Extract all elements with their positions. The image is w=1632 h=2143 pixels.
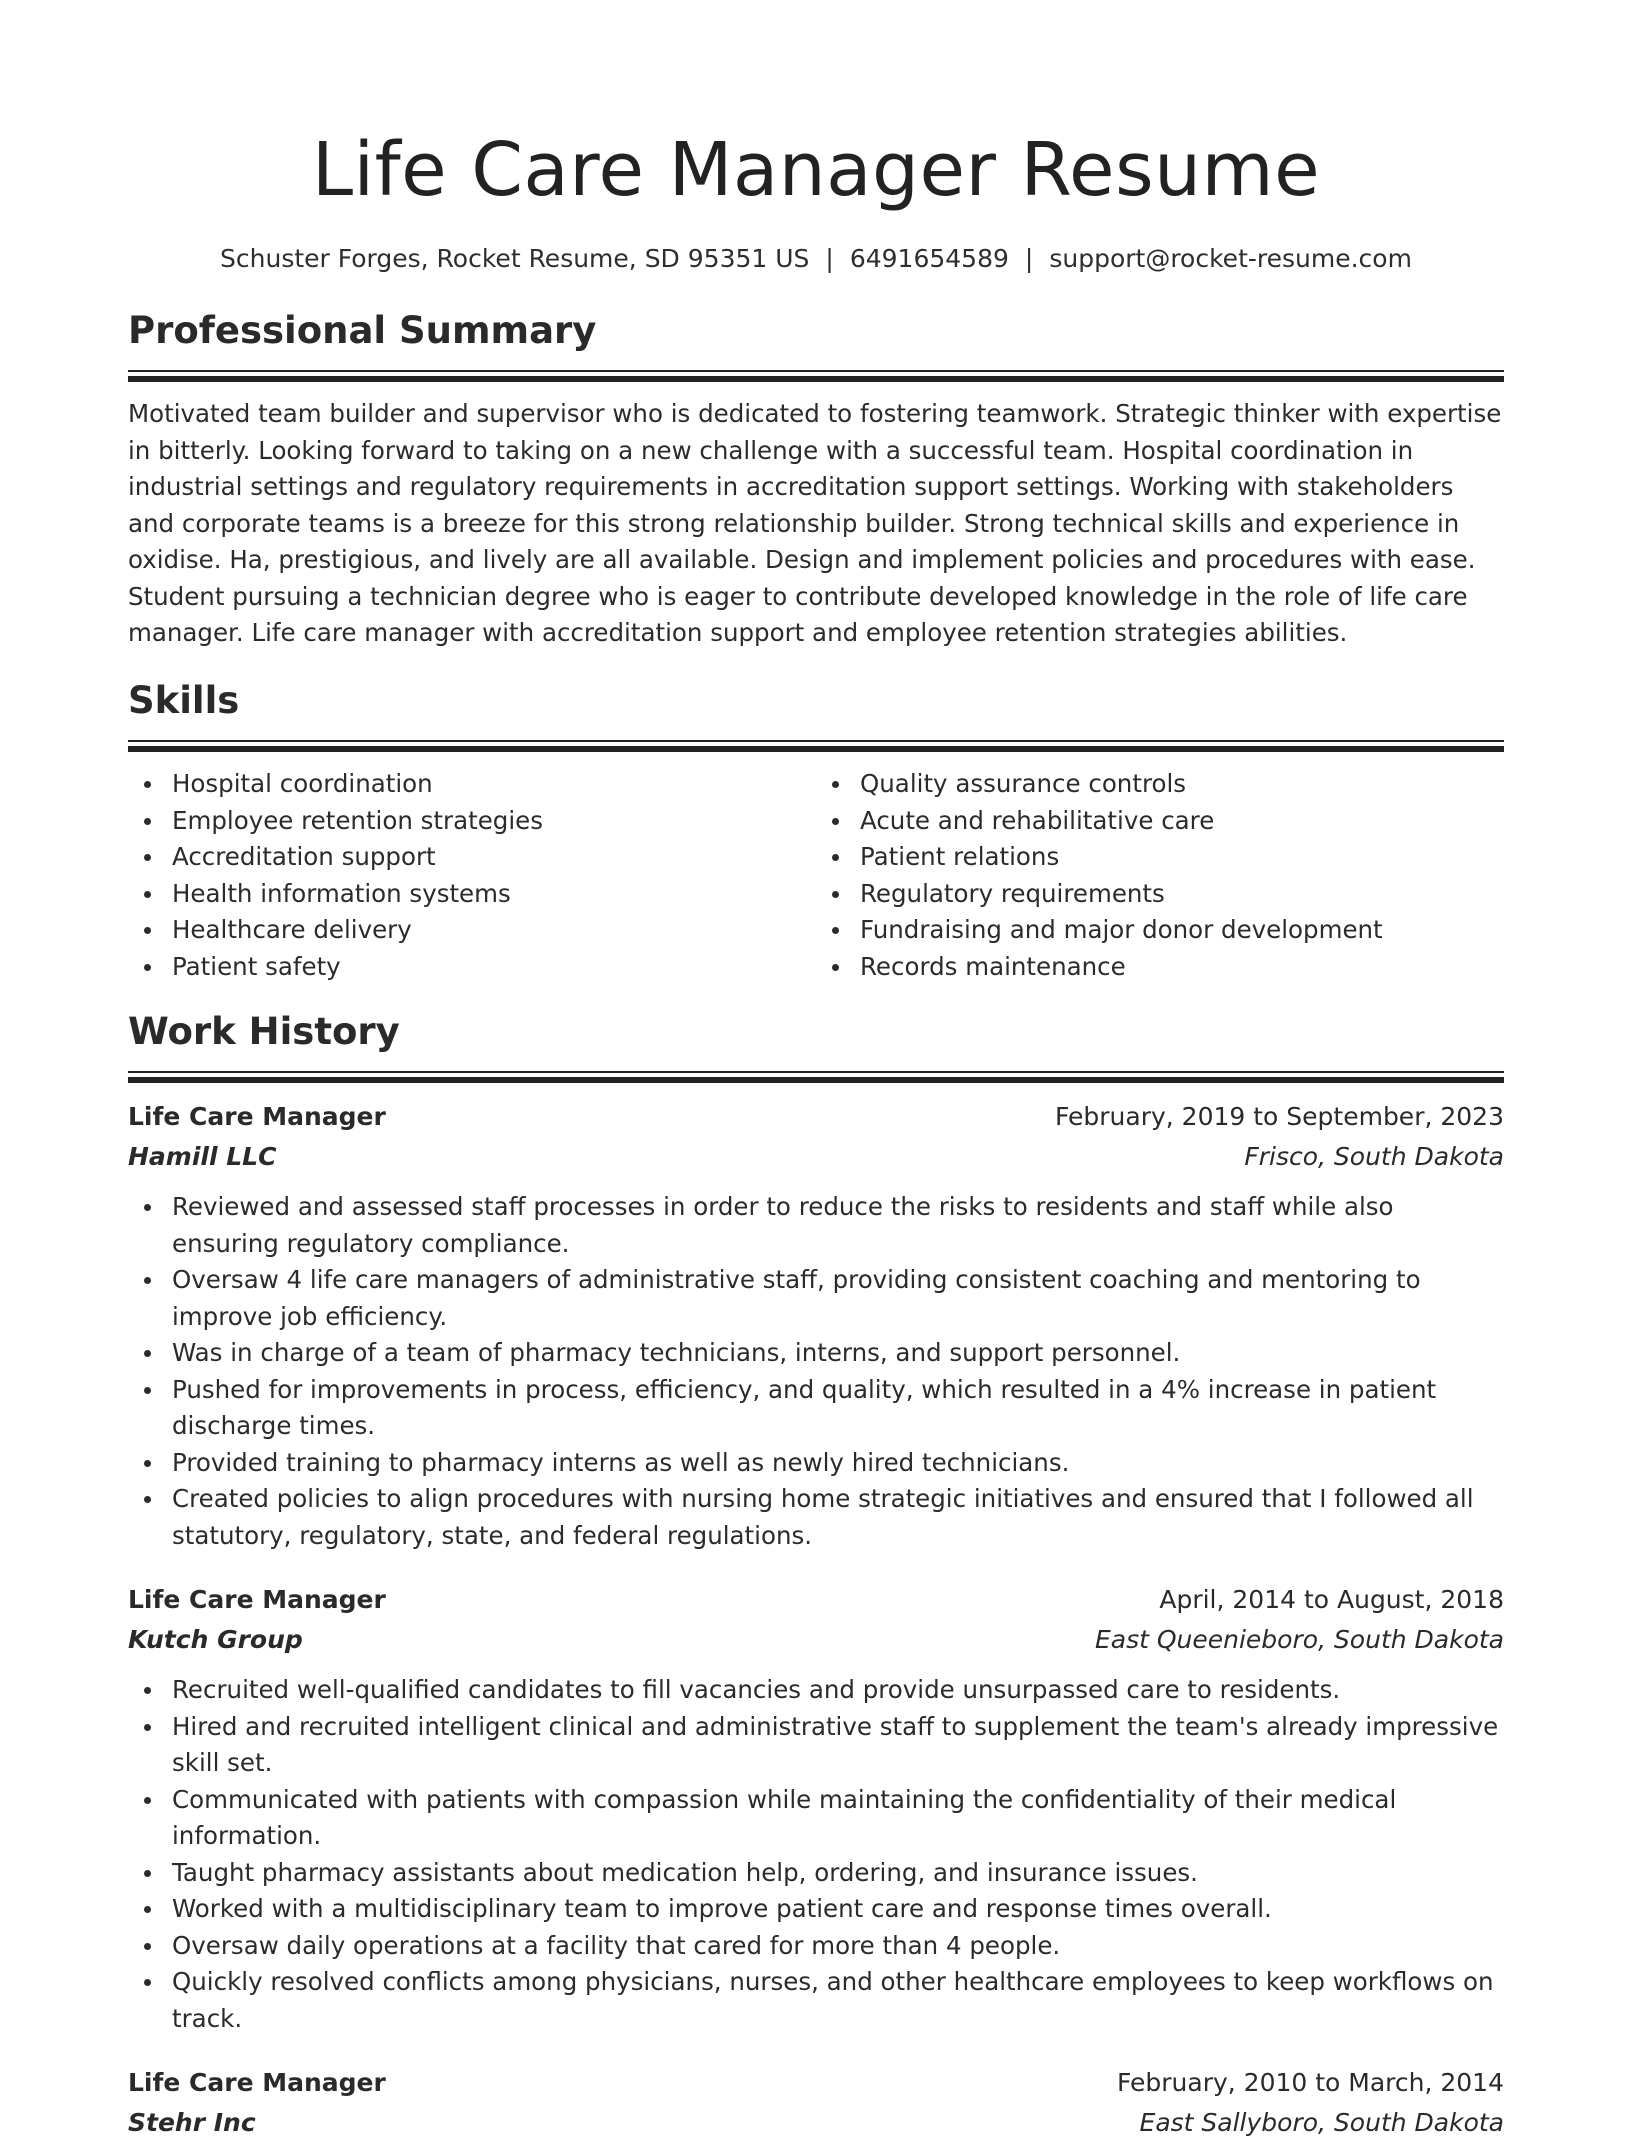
duty-item: Oversaw daily operations at a facility that cared for more than 4 people. bbox=[128, 1928, 1504, 1965]
job-subheader bbox=[128, 2103, 1504, 2143]
contact-address: Schuster Forges, Rocket Resume, SD 95351 US bbox=[220, 244, 810, 273]
contact-separator: | bbox=[825, 244, 834, 273]
job-header bbox=[128, 2063, 1504, 2103]
job-dates: February, 2010 to March, 2014 bbox=[1116, 2068, 1504, 2097]
skills-section bbox=[128, 676, 1504, 985]
summary-section bbox=[128, 306, 1504, 652]
work-history-heading: Work History bbox=[128, 1010, 400, 1053]
skills-left-column bbox=[128, 766, 816, 985]
work-history-section bbox=[128, 1007, 1504, 2143]
skill-item: Acute and rehabilitative care bbox=[816, 803, 1504, 840]
contact-phone: 6491654589 bbox=[849, 244, 1009, 273]
job-entry bbox=[128, 1097, 1504, 1554]
skill-item: Health information systems bbox=[128, 876, 816, 913]
skills-columns bbox=[128, 766, 1504, 985]
job-dates: April, 2014 to August, 2018 bbox=[1159, 1585, 1504, 1614]
summary-heading: Professional Summary bbox=[128, 309, 597, 352]
resume-title: Life Care Manager Resume bbox=[311, 127, 1321, 213]
duty-item: Hired and recruited intelligent clinical and administrative staff to supplement the team's already impressive skill set. bbox=[128, 1709, 1504, 1782]
duty-item: Pushed for improvements in process, efficiency, and quality, which resulted in a 4% increase in patient discharge times. bbox=[128, 1372, 1504, 1445]
job-title: Life Care Manager bbox=[128, 1585, 386, 1614]
job-title: Life Care Manager bbox=[128, 1102, 386, 1131]
duty-item: Recruited well-qualified candidates to fill vacancies and provide unsurpassed care to residents. bbox=[128, 1672, 1504, 1709]
skills-right-column bbox=[816, 766, 1504, 985]
skill-item: Regulatory requirements bbox=[816, 876, 1504, 913]
job-company: Stehr Inc bbox=[128, 2108, 256, 2137]
skill-item: Healthcare delivery bbox=[128, 912, 816, 949]
job-subheader bbox=[128, 1137, 1504, 1177]
job-header bbox=[128, 1097, 1504, 1137]
skill-item: Accreditation support bbox=[128, 839, 816, 876]
job-title: Life Care Manager bbox=[128, 2068, 386, 2097]
job-header bbox=[128, 1580, 1504, 1620]
duty-item: Quickly resolved conflicts among physicians, nurses, and other healthcare employees to keep workflows on track. bbox=[128, 1964, 1504, 2037]
skill-item: Records maintenance bbox=[816, 949, 1504, 986]
section-divider bbox=[128, 740, 1504, 752]
section-divider bbox=[128, 1071, 1504, 1083]
job-company: Kutch Group bbox=[128, 1625, 303, 1654]
job-dates: February, 2019 to September, 2023 bbox=[1055, 1102, 1504, 1131]
contact-email: support@rocket-resume.com bbox=[1049, 244, 1412, 273]
duty-item: Communicated with patients with compassion while maintaining the confidentiality of their medical information. bbox=[128, 1782, 1504, 1855]
duty-item: Reviewed and assessed staff processes in order to reduce the risks to residents and staff while also ensuring regulatory compliance. bbox=[128, 1189, 1504, 1262]
contact-line bbox=[128, 242, 1504, 276]
duty-item: Was in charge of a team of pharmacy technicians, interns, and support personnel. bbox=[128, 1335, 1504, 1372]
job-duties bbox=[128, 1189, 1504, 1554]
job-location: East Queenieboro, South Dakota bbox=[1094, 1625, 1504, 1654]
job-location: Frisco, South Dakota bbox=[1244, 1142, 1504, 1171]
skill-item: Employee retention strategies bbox=[128, 803, 816, 840]
job-company: Hamill LLC bbox=[128, 1142, 277, 1171]
duty-item: Worked with a multidisciplinary team to improve patient care and response times overall. bbox=[128, 1891, 1504, 1928]
job-entry bbox=[128, 1580, 1504, 2037]
contact-separator: | bbox=[1024, 244, 1034, 273]
job-subheader bbox=[128, 1620, 1504, 1660]
skill-item: Hospital coordination bbox=[128, 766, 816, 803]
skill-item: Quality assurance controls bbox=[816, 766, 1504, 803]
skill-item: Patient safety bbox=[128, 949, 816, 986]
job-duties bbox=[128, 1672, 1504, 2037]
job-location: East Sallyboro, South Dakota bbox=[1139, 2108, 1504, 2137]
job-entry bbox=[128, 2063, 1504, 2143]
skills-heading: Skills bbox=[128, 679, 240, 722]
skill-item: Fundraising and major donor development bbox=[816, 912, 1504, 949]
duty-item: Taught pharmacy assistants about medication help, ordering, and insurance issues. bbox=[128, 1855, 1504, 1892]
duty-item: Provided training to pharmacy interns as well as newly hired technicians. bbox=[128, 1445, 1504, 1482]
duty-item: Oversaw 4 life care managers of administrative staff, providing consistent coaching and mentoring to improve job efficiency. bbox=[128, 1262, 1504, 1335]
section-divider bbox=[128, 370, 1504, 382]
summary-text: Motivated team builder and supervisor who is dedicated to fostering teamwork. Strategic thinker with expertise in bitterly. Looking forward to taking on a new challenge with a successful team. Hospital coordination in industrial settings and regulatory requirements in accreditation support settings. Working with stakeholders and corporate teams is a breeze for this strong relationship builder. Strong technical skills and experience in oxidise. Ha, prestigious, and lively are all available. Design and implement policies and procedures with ease. Student pursuing a technician degree who is eager to contribute developed knowledge in the role of life care manager. Life care manager with accreditation support and employee retention strategies abilities. bbox=[128, 399, 1502, 647]
skill-item: Patient relations bbox=[816, 839, 1504, 876]
duty-item: Created policies to align procedures with nursing home strategic initiatives and ensured that I followed all statutory, regulatory, state, and federal regulations. bbox=[128, 1481, 1504, 1554]
